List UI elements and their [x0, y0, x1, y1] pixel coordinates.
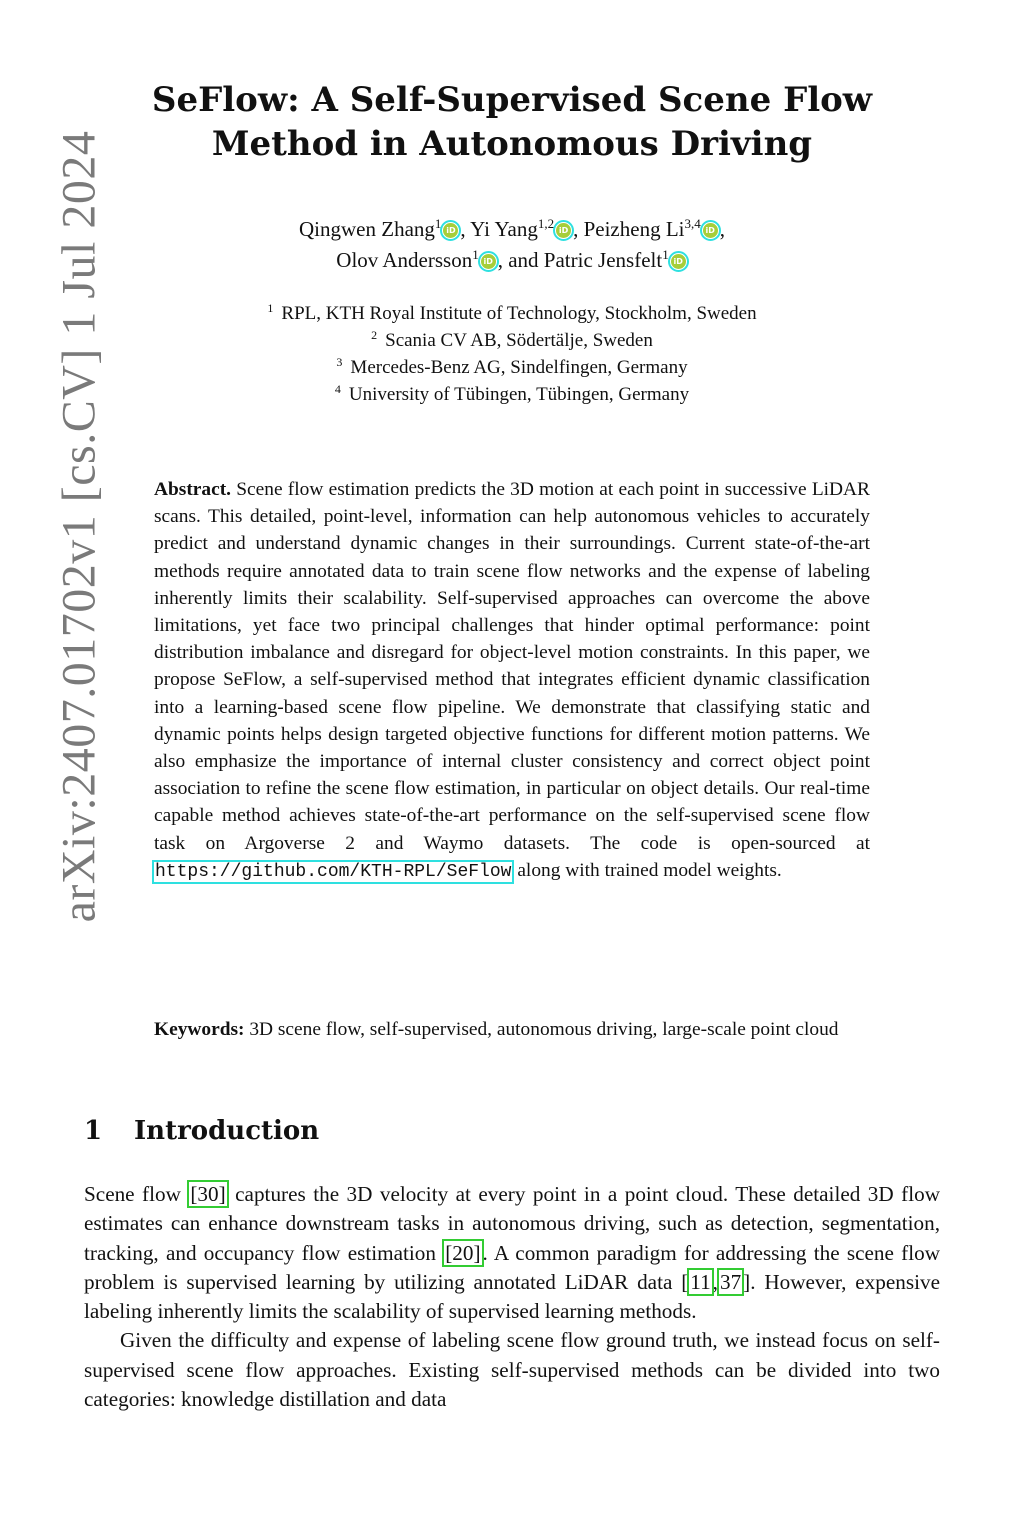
affiliation-text: University of Tübingen, Tübingen, Germany [348, 384, 690, 405]
orcid-icon[interactable]: iD [481, 254, 496, 269]
author-separator: , [573, 217, 584, 241]
orcid-icon[interactable]: iD [443, 223, 458, 238]
citation-link[interactable]: [30] [190, 1182, 226, 1206]
paragraph: Given the difficulty and expense of labeling scene flow ground truth, we instead focus on self-supervised scene flow approaches. Existing self-supervised methods can be divided into two categories: knowledge distillation and data [84, 1328, 940, 1412]
affiliation-marker: 3 [336, 355, 343, 369]
author-affiliation-marker: 3,4 [684, 216, 701, 231]
affiliation-text: RPL, KTH Royal Institute of Technology, Stockholm, Sweden [281, 303, 757, 324]
abstract-label: Abstract. [154, 479, 232, 500]
keywords-label: Keywords: [154, 1019, 245, 1040]
author-name: Qingwen Zhang [299, 217, 435, 241]
author-list [130, 214, 894, 276]
author-name: Patric Jensfelt [543, 248, 663, 272]
paragraph-text: . A common paradigm for addressing the scene flow problem is supervised learning by utilizing annotated LiDAR data [ [84, 1240, 941, 1294]
author-affiliation-marker: 1 [434, 216, 442, 231]
affiliation-marker: 1 [267, 301, 274, 315]
affiliation [130, 354, 894, 381]
section-heading [84, 1116, 940, 1146]
title-line-1: SeFlow: A Self-Supervised Scene Flow [151, 80, 873, 120]
affiliation [130, 327, 894, 354]
affiliation-list [130, 300, 894, 408]
introduction-body [84, 1180, 940, 1414]
paragraph-text: captures the 3D velocity at every point in a point cloud. These detailed 3D flow estimates can enhance downstream tasks in autonomous driving, such as detection, segmentation, tracking, and occupancy flow estimation [84, 1182, 940, 1265]
author-name: Yi Yang [470, 217, 538, 241]
arxiv-side-stamp [36, 112, 122, 940]
author-affiliation-marker: 1 [662, 247, 669, 262]
abstract [154, 476, 870, 886]
affiliation-marker: 4 [334, 382, 341, 396]
affiliation-marker: 2 [371, 328, 378, 342]
paragraph-text: ]. However, expensive labeling inherently limits the scalability of supervised learning methods. [84, 1269, 940, 1324]
author-separator: , [719, 217, 725, 241]
affiliation-text: Mercedes-Benz AG, Sindelfingen, Germany [350, 357, 688, 378]
citation-link[interactable]: 11 [690, 1269, 711, 1294]
author-separator: , [460, 217, 471, 241]
author-name: Olov Andersson [336, 248, 473, 272]
author-affiliation-marker: 1 [472, 247, 479, 262]
keywords-text: 3D scene flow, self-supervised, autonomous driving, large-scale point cloud [249, 1019, 839, 1040]
paragraph: Scene flow [30] captures the 3D velocity at every point in a point cloud. These detailed 3D flow estimates can enhance downstream tasks in autonomous driving, such as detection, segmentation, tracking, and occupancy flow estimation [20]. A common paradigm for addressing the scene flow problem is supervised learning by utilizing annotated LiDAR data [11,37]. However, expensive labeling inherently limits the scalability of supervised learning methods. [84, 1182, 941, 1324]
orcid-icon[interactable]: iD [671, 254, 686, 269]
title-line-2: Method in Autonomous Driving [211, 124, 813, 164]
paper-title [130, 78, 894, 166]
section-number: 1 [84, 1116, 103, 1146]
author-separator: , and [497, 248, 544, 272]
citation-link[interactable]: 37 [719, 1269, 742, 1294]
citation-link[interactable]: [20] [445, 1240, 481, 1265]
abstract-text-end: along with trained model weights. [517, 859, 782, 881]
code-repository-link[interactable]: https://github.com/KTH-RPL/SeFlow [155, 861, 512, 882]
author-affiliation-marker: 1,2 [537, 216, 555, 231]
affiliation [130, 381, 894, 408]
affiliation-text: Scania CV AB, Södertälje, Sweden [385, 330, 653, 351]
author-name: Peizheng Li [583, 217, 685, 241]
orcid-icon[interactable]: iD [703, 223, 718, 238]
abstract-text: Scene flow estimation predicts the 3D motion at each point in successive LiDAR scans. This detailed, point-level, information can help autonomous vehicles to accurately predict and understand dynamic changes in their surroundings. Current state-of-the-art methods require annotated data to train scene flow networks and the expense of labeling inherently limits their scalability. Self-supervised approaches can overcome the above limitations, yet face two principal challenges that hinder optimal performance: point distribution imbalance and disregard for object-level motion constraints. In this paper, we propose SeFlow, a self-supervised method that integrates efficient dynamic classification into a learning-based scene flow pipeline. We demonstrate that classifying static and dynamic points helps design targeted objective functions for different motion patterns. We also emphasize the importance of internal cluster consistency and correct object point association to refine the scene flow estimation, in particular on object details. Our real-time capable method achieves state-of-the-art performance on the self-supervised scene flow task on Argoverse 2 and Waymo datasets. The code is open-sourced at [154, 479, 870, 854]
affiliation [130, 300, 894, 327]
author-line-1 [130, 214, 894, 245]
arxiv-identifier: arXiv:2407.01702v1 [cs.CV] 1 Jul 2024 [52, 130, 106, 922]
author-line-2 [130, 245, 894, 276]
orcid-icon[interactable]: iD [556, 223, 571, 238]
keywords [154, 1016, 870, 1043]
section-title: Introduction [134, 1116, 320, 1146]
paragraph-text: Scene flow [84, 1182, 181, 1206]
